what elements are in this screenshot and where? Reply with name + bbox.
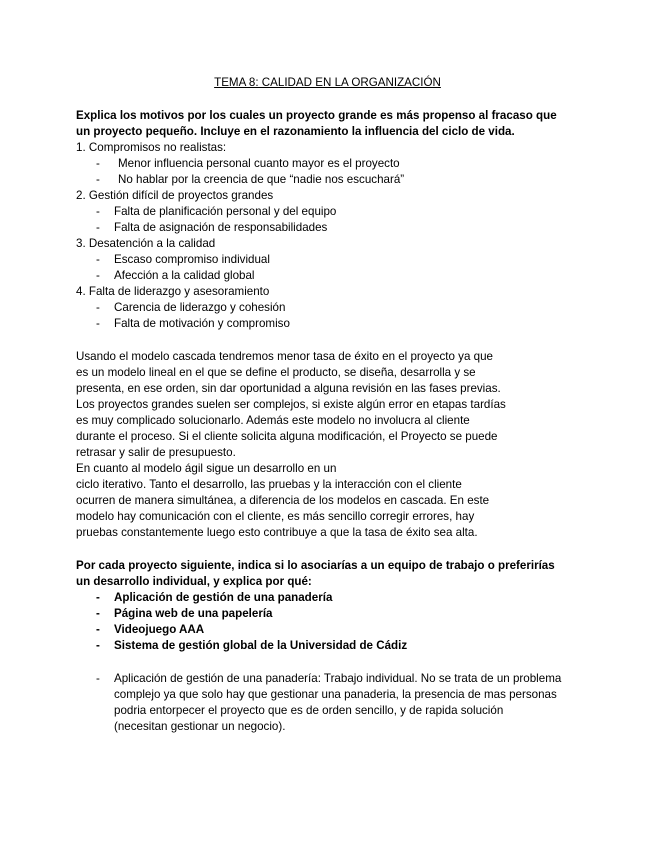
- reason-item: [76, 268, 581, 284]
- project-item-text: Aplicación de gestión de una panadería: [114, 591, 333, 604]
- paragraph-line: Los proyectos grandes suelen ser complejos, si existe algún error en etapas tardías: [76, 398, 506, 411]
- dash-bullet: -: [96, 221, 100, 234]
- dash-bullet: -: [96, 205, 100, 218]
- project-item: [76, 622, 581, 638]
- reasons-list: [76, 140, 581, 332]
- dash-bullet: -: [96, 607, 100, 620]
- project-item: [76, 606, 581, 622]
- reason-item-text: Falta de asignación de responsabilidades: [114, 221, 328, 234]
- reason-item: [76, 172, 581, 188]
- reason-item-text: Carencia de liderazgo y cohesión: [114, 301, 286, 314]
- reason-item: [76, 252, 581, 268]
- paragraph-line: durante el proceso. Si el cliente solicita alguna modificación, el Proyecto se puede: [76, 430, 498, 443]
- reason-item: [76, 156, 581, 172]
- question-2-line: un desarrollo individual, y explica por qué:: [76, 575, 312, 588]
- paragraph-line: ocurren de manera simultánea, a diferencia de los modelos en cascada. En este: [76, 494, 490, 507]
- dash-bullet: -: [96, 591, 100, 604]
- dash-bullet: -: [96, 301, 100, 314]
- paragraph-line: presenta, en ese orden, sin dar oportunidad a alguna revisión en las fases previas.: [76, 382, 501, 395]
- dash-bullet: -: [96, 269, 100, 282]
- projects-list: [76, 590, 581, 654]
- reason-heading: 1. Compromisos no realistas:: [76, 141, 227, 154]
- answer-line: (necesitan gestionar un negocio).: [114, 720, 286, 733]
- reason-heading: 2. Gestión difícil de proyectos grandes: [76, 189, 274, 202]
- reason-item: [76, 300, 581, 316]
- model-paragraph: [76, 349, 581, 541]
- reason-item: [76, 220, 581, 236]
- paragraph-line: modelo hay comunicación con el cliente, es más sencillo corregir errores, hay: [76, 510, 475, 523]
- question-1-line: un proyecto pequeño. Incluye en el razonamiento la influencia del ciclo de vida.: [76, 125, 515, 138]
- dash-bullet: -: [96, 157, 100, 170]
- question-1: [76, 108, 581, 140]
- reason-heading: 4. Falta de liderazgo y asesoramiento: [76, 285, 270, 298]
- reason-item: [76, 204, 581, 220]
- paragraph-line: En cuanto al modelo ágil sigue un desarrollo en un: [76, 462, 337, 475]
- paragraph-line: ciclo iterativo. Tanto el desarrollo, las pruebas y la interacción con el cliente: [76, 478, 462, 491]
- project-item-text: Página web de una papelería: [114, 607, 273, 620]
- project-item: [76, 638, 581, 654]
- question-2-line: Por cada proyecto siguiente, indica si lo asociarías a un equipo de trabajo o preferirías: [76, 559, 555, 572]
- dash-bullet: -: [96, 253, 100, 266]
- paragraph-line: retrasar y salir de presupuesto.: [76, 446, 236, 459]
- project-item-text: Videojuego AAA: [114, 623, 205, 636]
- paragraph-line: Usando el modelo cascada tendremos menor tasa de éxito en el proyecto ya que: [76, 350, 493, 363]
- answer-bakery: [76, 671, 581, 735]
- question-1-line: Explica los motivos por los cuales un proyecto grande es más propenso al fracaso que: [76, 109, 557, 122]
- reason-item-text: Afección a la calidad global: [114, 269, 255, 282]
- paragraph-line: es un modelo lineal en el que se define el producto, se diseña, desarrolla y se: [76, 366, 476, 379]
- answer-line: podria entorpecer el proyecto que es de orden sencillo, y de rapida solución: [114, 704, 504, 717]
- dash-bullet: -: [96, 317, 100, 330]
- question-2: [76, 558, 581, 590]
- reason-item-text: Falta de motivación y compromiso: [114, 317, 290, 330]
- answer-line: [76, 671, 581, 687]
- paragraph-line: es muy complicado solucionarlo. Además este modelo no involucra al cliente: [76, 414, 470, 427]
- dash-bullet: -: [96, 623, 100, 636]
- page-title: TEMA 8: CALIDAD EN LA ORGANIZACIÓN: [214, 76, 441, 89]
- reason-item-text: Menor influencia personal cuanto mayor es el proyecto: [118, 157, 400, 170]
- project-item: [76, 590, 581, 606]
- project-item-text: Sistema de gestión global de la Universidad de Cádiz: [114, 639, 408, 652]
- reason-item-text: Falta de planificación personal y del equipo: [114, 205, 337, 218]
- dash-bullet: -: [96, 639, 100, 652]
- reason-heading: 3. Desatención a la calidad: [76, 237, 216, 250]
- reason-item-text: Escaso compromiso individual: [114, 253, 270, 266]
- answer-text: Aplicación de gestión de una panadería: Trabajo individual. No se trata de un problema: [114, 672, 562, 685]
- reason-item-text: No hablar por la creencia de que “nadie nos escuchará”: [118, 173, 405, 186]
- paragraph-line: pruebas constantemente luego esto contribuye a que la tasa de éxito sea alta.: [76, 526, 478, 539]
- answer-line: complejo ya que solo hay que gestionar una panaderia, la presencia de mas personas: [114, 688, 557, 701]
- dash-bullet: -: [96, 173, 100, 186]
- dash-bullet: -: [96, 672, 100, 685]
- reason-item: [76, 316, 581, 332]
